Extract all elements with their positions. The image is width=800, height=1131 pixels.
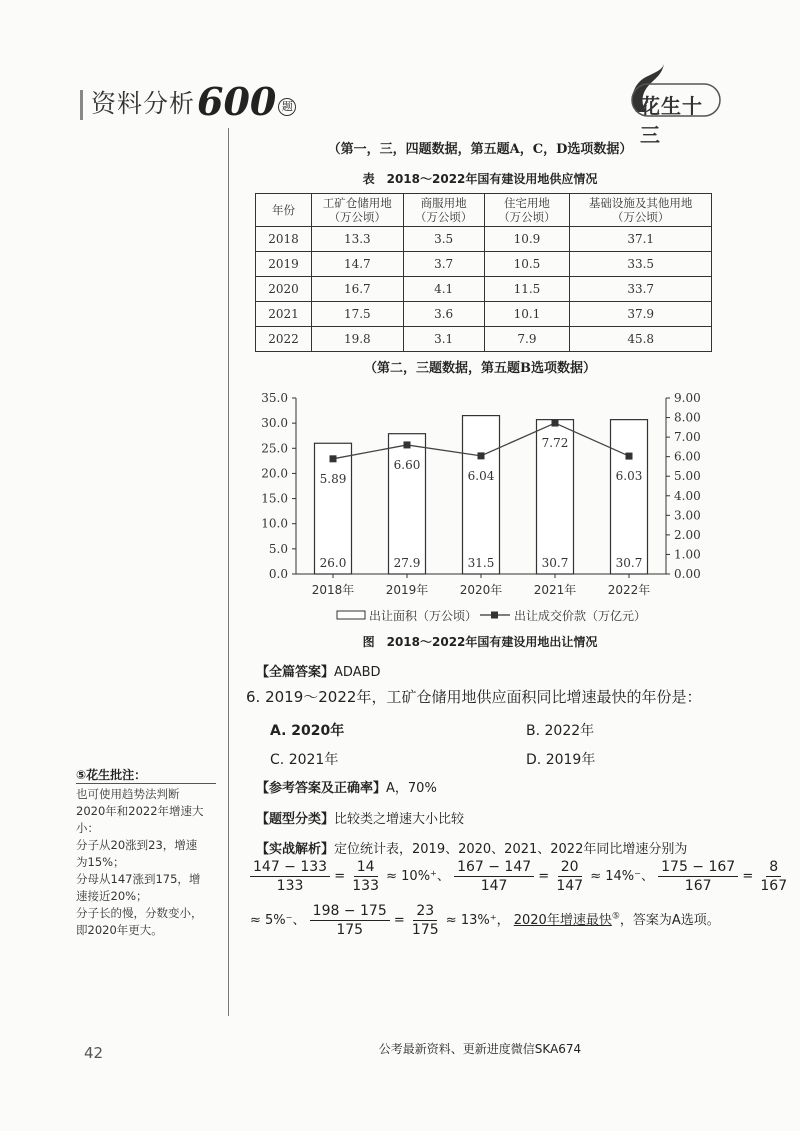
header-year: 年份 bbox=[256, 194, 312, 227]
side-note-line: 2020年和2022年增速大 bbox=[76, 804, 204, 818]
analysis-formula-line-2: ≈ 5%⁻、 $\frac{198 - 175}{175}$ = $\frac{23}{175}$ ≈ 13%⁺， 2020年增速最快⑤，答案为A选项。 bbox=[250, 903, 720, 938]
header-commercial: 商服用地 （万公顷） bbox=[403, 194, 484, 227]
data-caption-2: （第二，三题数据，第五题B选项数据） bbox=[364, 361, 596, 376]
y-right-tick-label: 9.00 bbox=[674, 391, 701, 405]
bar-value-label: 31.5 bbox=[467, 556, 495, 570]
legend-bar-label: 出让面积（万公顷） bbox=[369, 609, 478, 623]
side-note-body bbox=[76, 786, 216, 939]
bar-area-2022年 bbox=[611, 420, 648, 574]
price-value-label: 6.03 bbox=[615, 469, 643, 484]
brand-name: 花生十三 bbox=[640, 94, 703, 147]
header-infrastructure: 基础设施及其他用地 （万公顷） bbox=[570, 194, 712, 227]
question-text: 2019～2022年，工矿仓储用地供应面积同比增速最快的年份是： bbox=[265, 688, 702, 706]
table-row: 2021 17.5 3.6 10.1 37.9 bbox=[256, 302, 712, 327]
price-point bbox=[404, 441, 411, 448]
side-note-line: 即2020年更大。 bbox=[76, 923, 163, 937]
fraction: $\frac{147 - 133}{133}$ bbox=[250, 858, 330, 895]
bar-area-2019年 bbox=[389, 434, 426, 574]
price-point bbox=[330, 455, 337, 462]
y-right-tick-label: 5.00 bbox=[674, 469, 701, 484]
answers-all-label: 【全篇答案】 bbox=[256, 665, 335, 680]
question-type bbox=[256, 808, 464, 827]
side-note-line: 速接近20%； bbox=[76, 889, 148, 903]
y-right-tick-label: 6.00 bbox=[674, 449, 701, 464]
page-number: 42 bbox=[84, 1044, 104, 1062]
table-row: 2020 16.7 4.1 11.5 33.7 bbox=[256, 277, 712, 302]
y-left-tick-label: 0.0 bbox=[268, 567, 288, 581]
y-left-tick-label: 10.0 bbox=[261, 516, 288, 531]
legend-line-marker bbox=[491, 612, 498, 619]
chart-title: 图 2018～2022年国有建设用地出让情况 bbox=[362, 635, 598, 649]
price-value-label: 6.60 bbox=[393, 457, 421, 472]
data-caption-1: （第一，三，四题数据，第五题A，C，D选项数据） bbox=[327, 142, 633, 157]
x-tick-label: 2022年 bbox=[607, 583, 651, 597]
y-right-tick-label: 0.00 bbox=[674, 567, 701, 581]
price-point bbox=[626, 453, 633, 460]
y-left-tick-label: 35.0 bbox=[261, 391, 288, 405]
y-right-tick-label: 3.00 bbox=[674, 508, 701, 523]
answers-all-value: ADABD bbox=[334, 665, 381, 680]
table-row: 2018 13.3 3.5 10.9 37.1 bbox=[256, 227, 712, 252]
option-b: B. 2022年 bbox=[526, 723, 595, 739]
book-number: 600 bbox=[197, 79, 277, 124]
analysis-intro bbox=[256, 838, 687, 857]
book-title-block bbox=[80, 79, 296, 124]
supply-table bbox=[255, 193, 712, 352]
analysis-intro-text: 定位统计表，2019、2020、2021、2022年同比增速分别为 bbox=[334, 842, 688, 857]
option-d: D. 2019年 bbox=[526, 752, 596, 768]
bar-value-label: 30.7 bbox=[615, 556, 643, 570]
x-tick-label: 2020年 bbox=[459, 583, 503, 597]
y-left-tick-label: 20.0 bbox=[261, 466, 288, 481]
side-note-line: 小： bbox=[76, 821, 99, 835]
header-industrial: 工矿仓储用地 （万公顷） bbox=[311, 194, 403, 227]
analysis-conclusion: 2020年增速最快 bbox=[513, 913, 612, 928]
fraction: $\frac{175 - 167}{167}$ bbox=[658, 858, 738, 895]
y-left-tick-label: 30.0 bbox=[261, 416, 288, 431]
header-residential: 住宅用地 （万公顷） bbox=[484, 194, 570, 227]
side-note-line: 分子长的慢，分数变小， bbox=[76, 906, 203, 920]
side-note-title: ⑤花生批注： bbox=[76, 768, 147, 782]
x-tick-label: 2021年 bbox=[533, 583, 577, 597]
side-note-line: 也可使用趋势法判断 bbox=[76, 787, 180, 801]
bar-value-label: 26.0 bbox=[319, 556, 347, 570]
question-stem bbox=[246, 686, 701, 707]
y-right-tick-label: 8.00 bbox=[674, 410, 701, 425]
book-title: 资料分析 bbox=[91, 89, 196, 118]
y-right-tick-label: 4.00 bbox=[674, 488, 701, 503]
fraction: $\frac{20}{147}$ bbox=[556, 859, 584, 894]
price-value-label: 7.72 bbox=[541, 436, 569, 451]
margin-divider bbox=[228, 128, 229, 1016]
y-right-tick-label: 1.00 bbox=[674, 547, 701, 562]
reference-answer bbox=[256, 777, 437, 796]
title-divider bbox=[80, 90, 83, 120]
y-left-tick-label: 15.0 bbox=[261, 491, 288, 506]
brand-logo bbox=[622, 62, 722, 147]
option-a: A. 2020年 bbox=[270, 723, 345, 739]
y-right-tick-label: 2.00 bbox=[674, 527, 701, 542]
type-value: 比较类之增速大小比较 bbox=[334, 812, 465, 827]
footer-text: 公考最新资料、更新进度微信SKA674 bbox=[378, 1042, 582, 1056]
x-tick-label: 2019年 bbox=[385, 583, 429, 597]
fraction: $\frac{198 - 175}{175}$ bbox=[310, 902, 390, 939]
reference-value: A，70% bbox=[386, 781, 437, 796]
bar-area-2020年 bbox=[463, 416, 500, 574]
price-point bbox=[552, 420, 559, 427]
table-row: 2019 14.7 3.7 10.5 33.5 bbox=[256, 252, 712, 277]
side-note-line: 分子从20涨到23，增速 bbox=[76, 838, 198, 852]
price-value-label: 6.04 bbox=[467, 468, 495, 483]
land-transfer-chart bbox=[234, 382, 724, 630]
x-tick-label: 2018年 bbox=[311, 583, 355, 597]
legend-line-label: 出让成交价款（万亿元） bbox=[514, 609, 647, 623]
analysis-label: 【实战解析】 bbox=[256, 842, 335, 857]
table-title: 表 2018～2022年国有建设用地供应情况 bbox=[362, 172, 598, 186]
bar-value-label: 30.7 bbox=[541, 556, 569, 570]
reference-label: 【参考答案及正确率】 bbox=[256, 781, 387, 796]
price-value-label: 5.89 bbox=[319, 471, 347, 486]
book-unit: 题 bbox=[278, 98, 296, 116]
note-marker: ⑤ bbox=[611, 911, 620, 922]
side-note-line: 分母从147涨到175，增 bbox=[76, 872, 201, 886]
price-point bbox=[478, 452, 485, 459]
fraction: $\frac{14}{133}$ bbox=[352, 859, 379, 894]
analysis-formula-line-1: $\frac{147 - 133}{133}$ = $\frac{14}{133}$ ≈ 10%⁺、 $\frac{167 - 147}{147}$ = $\frac{20}{147}$ ≈ 14%⁻、 $\frac{175 - 167}{167}$ = $\frac{8}{167}$ bbox=[250, 858, 790, 895]
table-header-row bbox=[256, 194, 712, 227]
side-note-rule bbox=[76, 783, 216, 784]
fraction: $\frac{8}{167}$ bbox=[760, 859, 788, 894]
option-c: C. 2021年 bbox=[270, 752, 339, 768]
side-note-line: 为15%； bbox=[76, 855, 125, 869]
y-left-tick-label: 25.0 bbox=[261, 441, 288, 456]
fraction: $\frac{23}{175}$ bbox=[411, 903, 439, 938]
fraction: $\frac{167 - 147}{147}$ bbox=[454, 858, 534, 895]
question-number: 6. bbox=[246, 688, 261, 706]
bar-area-2018年 bbox=[315, 443, 352, 574]
table-row: 2022 19.8 3.1 7.9 45.8 bbox=[256, 327, 712, 352]
type-label: 【题型分类】 bbox=[256, 812, 335, 827]
answers-all bbox=[256, 661, 381, 680]
y-left-tick-label: 5.0 bbox=[268, 541, 288, 556]
bar-value-label: 27.9 bbox=[393, 556, 421, 570]
y-right-tick-label: 7.00 bbox=[674, 430, 701, 445]
legend-bar-swatch bbox=[337, 611, 365, 619]
